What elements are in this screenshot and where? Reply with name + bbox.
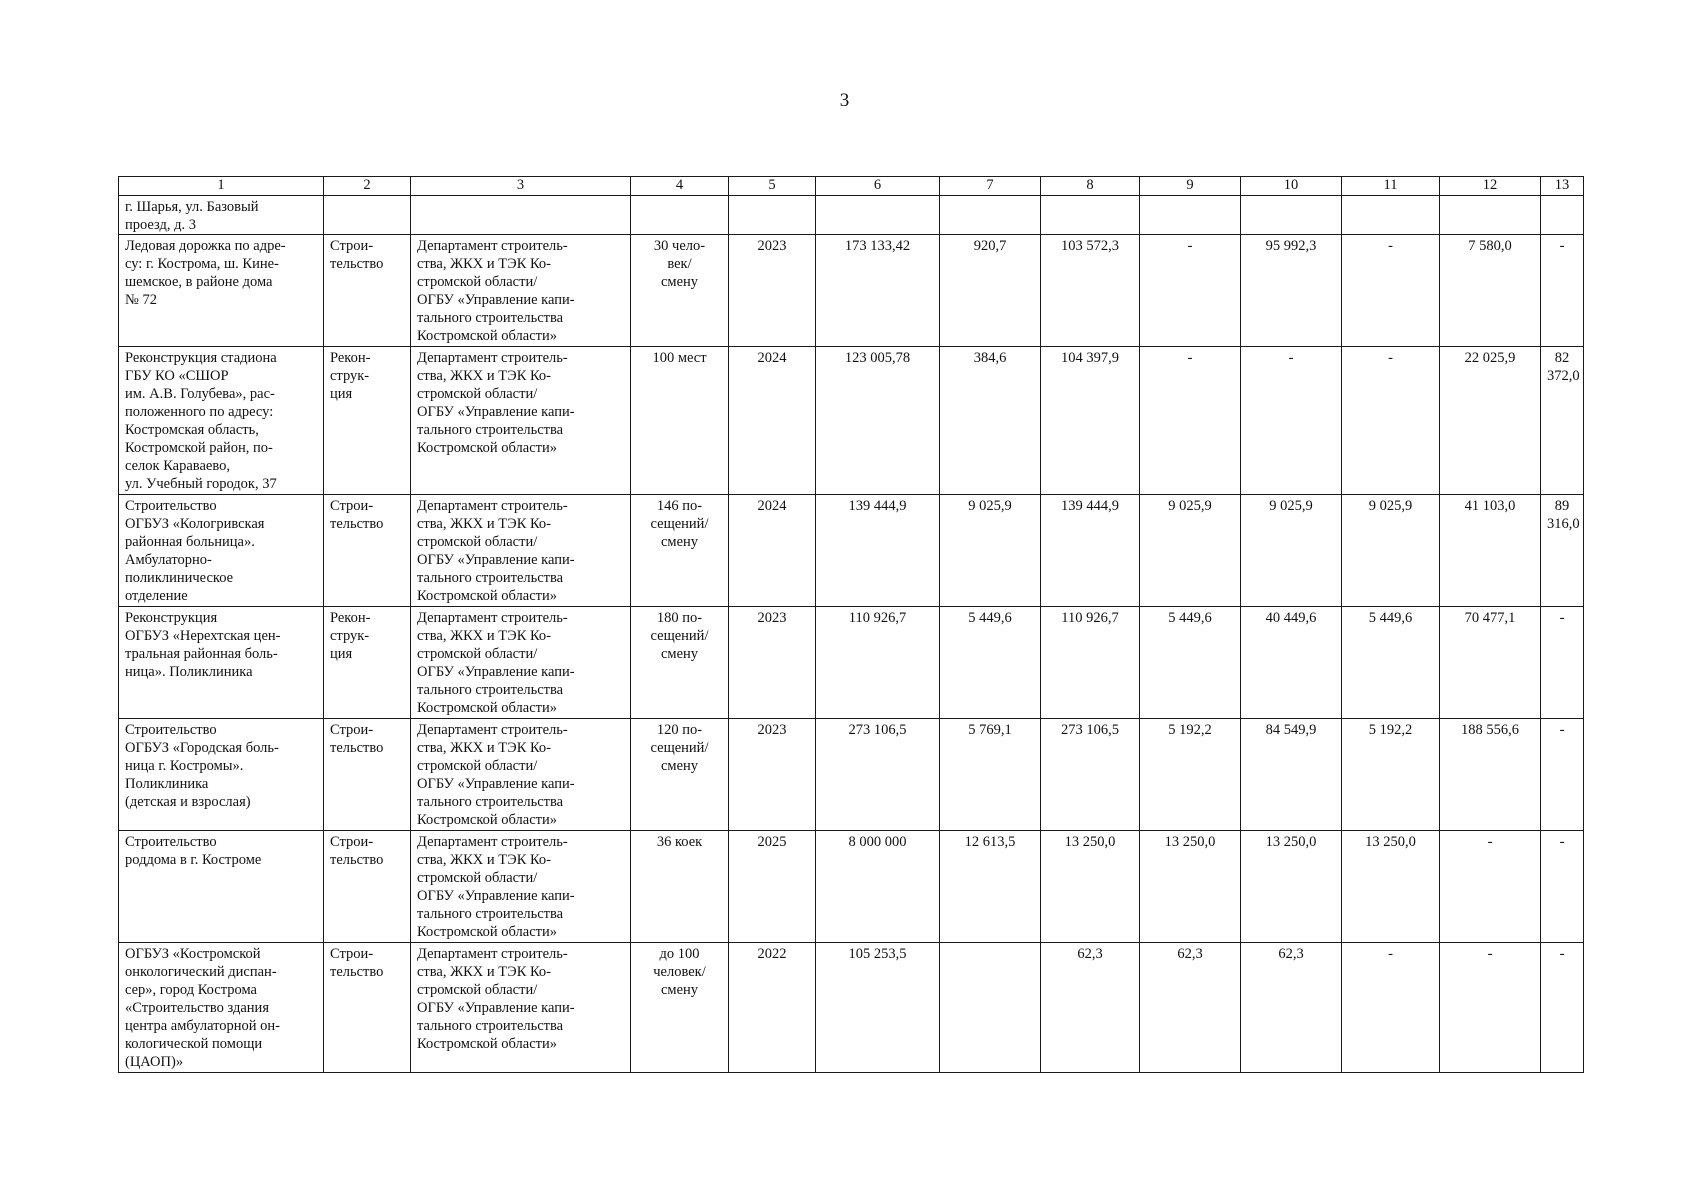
value-cell bbox=[1241, 495, 1342, 607]
value-cell-text: 70 477,1 bbox=[1464, 610, 1516, 626]
capacity-cell-text: 120 по- сещений/ смену bbox=[650, 722, 709, 774]
value-cell-text: 5 449,6 bbox=[1368, 610, 1413, 626]
work-type-cell-text: Рекон- струк- ция bbox=[330, 610, 371, 662]
value-cell bbox=[1041, 495, 1140, 607]
value-cell bbox=[816, 495, 940, 607]
year-cell bbox=[729, 719, 816, 831]
value-cell bbox=[1541, 719, 1584, 831]
value-cell-text: 103 572,3 bbox=[1061, 238, 1119, 254]
year-cell-text: 2025 bbox=[757, 834, 787, 850]
value-cell bbox=[1140, 235, 1241, 347]
value-cell bbox=[940, 943, 1041, 1073]
value-cell-text: - bbox=[1487, 834, 1493, 850]
object-name-cell-text: Ледовая дорожка по адре- су: г. Кострома, ш. Кине- шемское, в районе дома № 72 bbox=[125, 238, 286, 308]
column-header: 4 bbox=[631, 177, 729, 196]
capacity-cell-text: 146 по- сещений/ смену bbox=[650, 498, 709, 550]
value-cell-text: 173 133,42 bbox=[844, 238, 911, 254]
value-cell-text: 89 316,0 bbox=[1547, 498, 1580, 532]
customer-cell bbox=[411, 495, 631, 607]
value-cell-text: 12 613,5 bbox=[964, 834, 1016, 850]
object-name-cell bbox=[119, 719, 324, 831]
capacity-cell bbox=[631, 607, 729, 719]
year-cell-text: 2024 bbox=[757, 350, 787, 366]
value-cell-text: 123 005,78 bbox=[844, 350, 911, 366]
customer-cell-text: Департамент строитель- ства, ЖКХ и ТЭК Ко- стромской области/ ОГБУ «Управление капи- тального строительства Костромской области» bbox=[417, 498, 575, 604]
table-row bbox=[119, 347, 1584, 495]
page-number: 3 bbox=[839, 90, 850, 111]
value-cell bbox=[1440, 495, 1541, 607]
value-cell bbox=[1342, 831, 1440, 943]
value-cell bbox=[1041, 719, 1140, 831]
capacity-cell bbox=[631, 831, 729, 943]
value-cell-text: 7 580,0 bbox=[1468, 238, 1512, 254]
value-cell bbox=[1241, 235, 1342, 347]
capacity-cell-text: 100 мест bbox=[652, 350, 707, 366]
customer-cell bbox=[411, 235, 631, 347]
work-type-cell bbox=[324, 196, 411, 235]
table-row bbox=[119, 196, 1584, 235]
table-row bbox=[119, 235, 1584, 347]
work-type-cell bbox=[324, 347, 411, 495]
value-cell bbox=[1541, 495, 1584, 607]
work-type-cell bbox=[324, 831, 411, 943]
value-cell bbox=[1140, 831, 1241, 943]
value-cell-text: - bbox=[1559, 610, 1565, 626]
customer-cell bbox=[411, 347, 631, 495]
value-cell-text: - bbox=[1559, 722, 1565, 738]
column-header: 2 bbox=[324, 177, 411, 196]
column-header: 11 bbox=[1342, 177, 1440, 196]
customer-cell bbox=[411, 196, 631, 235]
value-cell bbox=[816, 719, 940, 831]
value-cell-text: 22 025,9 bbox=[1464, 350, 1516, 366]
value-cell-text: 8 000 000 bbox=[848, 834, 907, 850]
value-cell bbox=[816, 607, 940, 719]
capacity-cell bbox=[631, 943, 729, 1073]
column-header: 13 bbox=[1541, 177, 1584, 196]
work-type-cell bbox=[324, 943, 411, 1073]
object-name-cell-text: Реконструкция стадиона ГБУ КО «СШОР им. А.В. Голубева», рас- положенного по адресу: Костромская область, Костромской район, по- селок Караваево, ул. Учебный городок, 37 bbox=[125, 350, 277, 492]
value-cell bbox=[1541, 347, 1584, 495]
work-type-cell-text: Строи- тельство bbox=[330, 834, 384, 868]
table-row bbox=[119, 831, 1584, 943]
object-name-cell-text: г. Шарья, ул. Базовый проезд, д. 3 bbox=[125, 199, 259, 233]
value-cell-text: - bbox=[1487, 946, 1493, 962]
value-cell-text: 139 444,9 bbox=[848, 498, 907, 514]
value-cell bbox=[1241, 943, 1342, 1073]
capacity-cell bbox=[631, 347, 729, 495]
value-cell-text: 62,3 bbox=[1177, 946, 1203, 962]
value-cell bbox=[1140, 943, 1241, 1073]
object-name-cell bbox=[119, 943, 324, 1073]
column-header: 12 bbox=[1440, 177, 1541, 196]
value-cell bbox=[940, 719, 1041, 831]
work-type-cell-text: Строи- тельство bbox=[330, 498, 384, 532]
object-name-cell bbox=[119, 235, 324, 347]
customer-cell bbox=[411, 943, 631, 1073]
capacity-cell bbox=[631, 495, 729, 607]
value-cell bbox=[816, 943, 940, 1073]
value-cell-text: - bbox=[1187, 238, 1193, 254]
object-name-cell-text: Строительство роддома в г. Костроме bbox=[125, 834, 262, 868]
value-cell bbox=[1140, 607, 1241, 719]
work-type-cell bbox=[324, 495, 411, 607]
value-cell bbox=[1342, 943, 1440, 1073]
column-header: 6 bbox=[816, 177, 940, 196]
capacity-cell bbox=[631, 196, 729, 235]
value-cell-text: 920,7 bbox=[973, 238, 1007, 254]
customer-cell bbox=[411, 719, 631, 831]
object-name-cell bbox=[119, 607, 324, 719]
value-cell-text: 110 926,7 bbox=[1061, 610, 1119, 626]
value-cell bbox=[1541, 831, 1584, 943]
value-cell bbox=[940, 196, 1041, 235]
customer-cell-text: Департамент строитель- ства, ЖКХ и ТЭК Ко- стромской области/ ОГБУ «Управление капи- тального строительства Костромской области» bbox=[417, 946, 575, 1052]
value-cell bbox=[1440, 719, 1541, 831]
value-cell bbox=[1241, 831, 1342, 943]
value-cell-text: - bbox=[1388, 946, 1393, 962]
year-cell-text: 2023 bbox=[757, 238, 787, 254]
value-cell bbox=[1440, 831, 1541, 943]
value-cell-text: 5 192,2 bbox=[1368, 722, 1413, 738]
value-cell-text: - bbox=[1559, 834, 1565, 850]
value-cell bbox=[1541, 196, 1584, 235]
value-cell-text: 13 250,0 bbox=[1064, 834, 1116, 850]
value-cell-text: - bbox=[1388, 238, 1393, 254]
value-cell bbox=[940, 235, 1041, 347]
value-cell bbox=[1440, 943, 1541, 1073]
customer-cell-text: Департамент строитель- ства, ЖКХ и ТЭК Ко- стромской области/ ОГБУ «Управление капи- тального строительства Костромской области» bbox=[417, 834, 575, 940]
value-cell-text: 82 372,0 bbox=[1547, 350, 1580, 384]
work-type-cell-text: Рекон- струк- ция bbox=[330, 350, 371, 402]
value-cell-text: 104 397,9 bbox=[1061, 350, 1119, 366]
customer-cell-text: Департамент строитель- ства, ЖКХ и ТЭК Ко- стромской области/ ОГБУ «Управление капи- тального строительства Костромской области» bbox=[417, 350, 575, 456]
value-cell-text: - bbox=[1559, 946, 1565, 962]
value-cell-text: 5 769,1 bbox=[968, 722, 1012, 738]
year-cell bbox=[729, 943, 816, 1073]
work-type-cell bbox=[324, 719, 411, 831]
year-cell bbox=[729, 607, 816, 719]
year-cell-text: 2023 bbox=[757, 610, 787, 626]
value-cell bbox=[1140, 347, 1241, 495]
object-name-cell-text: Строительство ОГБУЗ «Кологривская районная больница». Амбулаторно- поликлиническое отделение bbox=[125, 498, 265, 604]
value-cell-text: 188 556,6 bbox=[1461, 722, 1519, 738]
object-name-cell bbox=[119, 196, 324, 235]
column-header: 3 bbox=[411, 177, 631, 196]
capacity-cell-text: 30 чело- век/ смену bbox=[653, 238, 706, 290]
value-cell bbox=[1041, 347, 1140, 495]
value-cell bbox=[1541, 943, 1584, 1073]
value-cell bbox=[816, 235, 940, 347]
value-cell-text: - bbox=[1559, 238, 1565, 254]
value-cell bbox=[1241, 719, 1342, 831]
value-cell-text: 5 192,2 bbox=[1168, 722, 1212, 738]
value-cell bbox=[1342, 607, 1440, 719]
value-cell-text: 5 449,6 bbox=[968, 610, 1012, 626]
value-cell-text: 13 250,0 bbox=[1164, 834, 1216, 850]
value-cell bbox=[1440, 235, 1541, 347]
capacity-cell bbox=[631, 719, 729, 831]
table-row bbox=[119, 495, 1584, 607]
value-cell-text: 273 106,5 bbox=[848, 722, 907, 738]
year-cell bbox=[729, 831, 816, 943]
value-cell-text: 9 025,9 bbox=[1269, 498, 1313, 514]
work-type-cell-text: Строи- тельство bbox=[330, 722, 384, 756]
table-body bbox=[119, 177, 1584, 1073]
work-type-cell bbox=[324, 607, 411, 719]
value-cell bbox=[1241, 607, 1342, 719]
value-cell-text: - bbox=[1187, 350, 1193, 366]
value-cell bbox=[1041, 607, 1140, 719]
value-cell-text: 9 025,9 bbox=[968, 498, 1012, 514]
value-cell-text: 13 250,0 bbox=[1265, 834, 1317, 850]
value-cell bbox=[816, 347, 940, 495]
year-cell-text: 2022 bbox=[757, 946, 787, 962]
object-name-cell-text: ОГБУЗ «Костромской онкологический диспан- сер», город Кострома «Строительство здания центра амбулаторной он- кологической помощи (ЦАОП)» bbox=[125, 946, 281, 1070]
value-cell bbox=[1342, 196, 1440, 235]
value-cell-text: 384,6 bbox=[973, 350, 1007, 366]
table-row bbox=[119, 719, 1584, 831]
value-cell bbox=[940, 347, 1041, 495]
value-cell-text: 139 444,9 bbox=[1061, 498, 1119, 514]
value-cell-text: - bbox=[1388, 350, 1393, 366]
year-cell bbox=[729, 196, 816, 235]
object-name-cell-text: Реконструкция ОГБУЗ «Нерехтская цен- тральная районная боль- ница». Поликлиника bbox=[125, 610, 281, 680]
investment-objects-table bbox=[118, 176, 1584, 1073]
value-cell-text: 110 926,7 bbox=[848, 610, 907, 626]
work-type-cell-text: Строи- тельство bbox=[330, 946, 384, 980]
value-cell bbox=[1041, 831, 1140, 943]
value-cell bbox=[1041, 235, 1140, 347]
year-cell bbox=[729, 495, 816, 607]
table-header-row bbox=[119, 177, 1584, 196]
value-cell-text: 105 253,5 bbox=[848, 946, 907, 962]
customer-cell bbox=[411, 607, 631, 719]
capacity-cell-text: 36 коек bbox=[656, 834, 703, 850]
object-name-cell bbox=[119, 495, 324, 607]
year-cell bbox=[729, 235, 816, 347]
capacity-cell-text: 180 по- сещений/ смену bbox=[650, 610, 709, 662]
customer-cell-text: Департамент строитель- ства, ЖКХ и ТЭК Ко- стромской области/ ОГБУ «Управление капи- тального строительства Костромской области» bbox=[417, 238, 575, 344]
value-cell-text: 41 103,0 bbox=[1464, 498, 1516, 514]
column-header: 10 bbox=[1241, 177, 1342, 196]
value-cell bbox=[1041, 943, 1140, 1073]
work-type-cell bbox=[324, 235, 411, 347]
value-cell bbox=[1440, 347, 1541, 495]
value-cell-text: 95 992,3 bbox=[1265, 238, 1317, 254]
value-cell bbox=[1541, 607, 1584, 719]
year-cell-text: 2023 bbox=[757, 722, 787, 738]
value-cell bbox=[940, 495, 1041, 607]
customer-cell-text: Департамент строитель- ства, ЖКХ и ТЭК Ко- стромской области/ ОГБУ «Управление капи- тального строительства Костромской области» bbox=[417, 610, 575, 716]
year-cell bbox=[729, 347, 816, 495]
value-cell-text: 5 449,6 bbox=[1168, 610, 1212, 626]
capacity-cell-text: до 100 человек/ смену bbox=[653, 946, 706, 998]
value-cell-text: 9 025,9 bbox=[1368, 498, 1413, 514]
value-cell-text: 9 025,9 bbox=[1168, 498, 1212, 514]
column-header: 7 bbox=[940, 177, 1041, 196]
value-cell bbox=[1140, 495, 1241, 607]
customer-cell bbox=[411, 831, 631, 943]
customer-cell-text: Департамент строитель- ства, ЖКХ и ТЭК Ко- стромской области/ ОГБУ «Управление капи- тального строительства Костромской области» bbox=[417, 722, 575, 828]
value-cell-text: 13 250,0 bbox=[1365, 834, 1416, 850]
value-cell bbox=[940, 831, 1041, 943]
value-cell bbox=[1342, 719, 1440, 831]
value-cell-text: - bbox=[1288, 350, 1294, 366]
capacity-cell bbox=[631, 235, 729, 347]
value-cell bbox=[940, 607, 1041, 719]
value-cell bbox=[816, 196, 940, 235]
object-name-cell bbox=[119, 831, 324, 943]
object-name-cell-text: Строительство ОГБУЗ «Городская боль- ница г. Костромы». Поликлиника (детская и взрослая) bbox=[125, 722, 279, 810]
value-cell bbox=[1440, 196, 1541, 235]
value-cell bbox=[1440, 607, 1541, 719]
value-cell bbox=[1342, 235, 1440, 347]
table-row bbox=[119, 607, 1584, 719]
value-cell bbox=[1140, 719, 1241, 831]
column-header: 9 bbox=[1140, 177, 1241, 196]
table-row bbox=[119, 943, 1584, 1073]
value-cell bbox=[1541, 235, 1584, 347]
value-cell-text: 40 449,6 bbox=[1265, 610, 1317, 626]
value-cell bbox=[1140, 196, 1241, 235]
value-cell bbox=[1041, 196, 1140, 235]
value-cell bbox=[1241, 196, 1342, 235]
column-header: 1 bbox=[119, 177, 324, 196]
value-cell bbox=[1241, 347, 1342, 495]
value-cell-text: 62,3 bbox=[1077, 946, 1103, 962]
column-header: 5 bbox=[729, 177, 816, 196]
column-header: 8 bbox=[1041, 177, 1140, 196]
value-cell bbox=[1342, 495, 1440, 607]
value-cell-text: 62,3 bbox=[1278, 946, 1304, 962]
value-cell bbox=[816, 831, 940, 943]
value-cell-text: 273 106,5 bbox=[1061, 722, 1119, 738]
year-cell-text: 2024 bbox=[757, 498, 787, 514]
value-cell-text: 84 549,9 bbox=[1265, 722, 1317, 738]
work-type-cell-text: Строи- тельство bbox=[330, 238, 384, 272]
object-name-cell bbox=[119, 347, 324, 495]
value-cell bbox=[1342, 347, 1440, 495]
